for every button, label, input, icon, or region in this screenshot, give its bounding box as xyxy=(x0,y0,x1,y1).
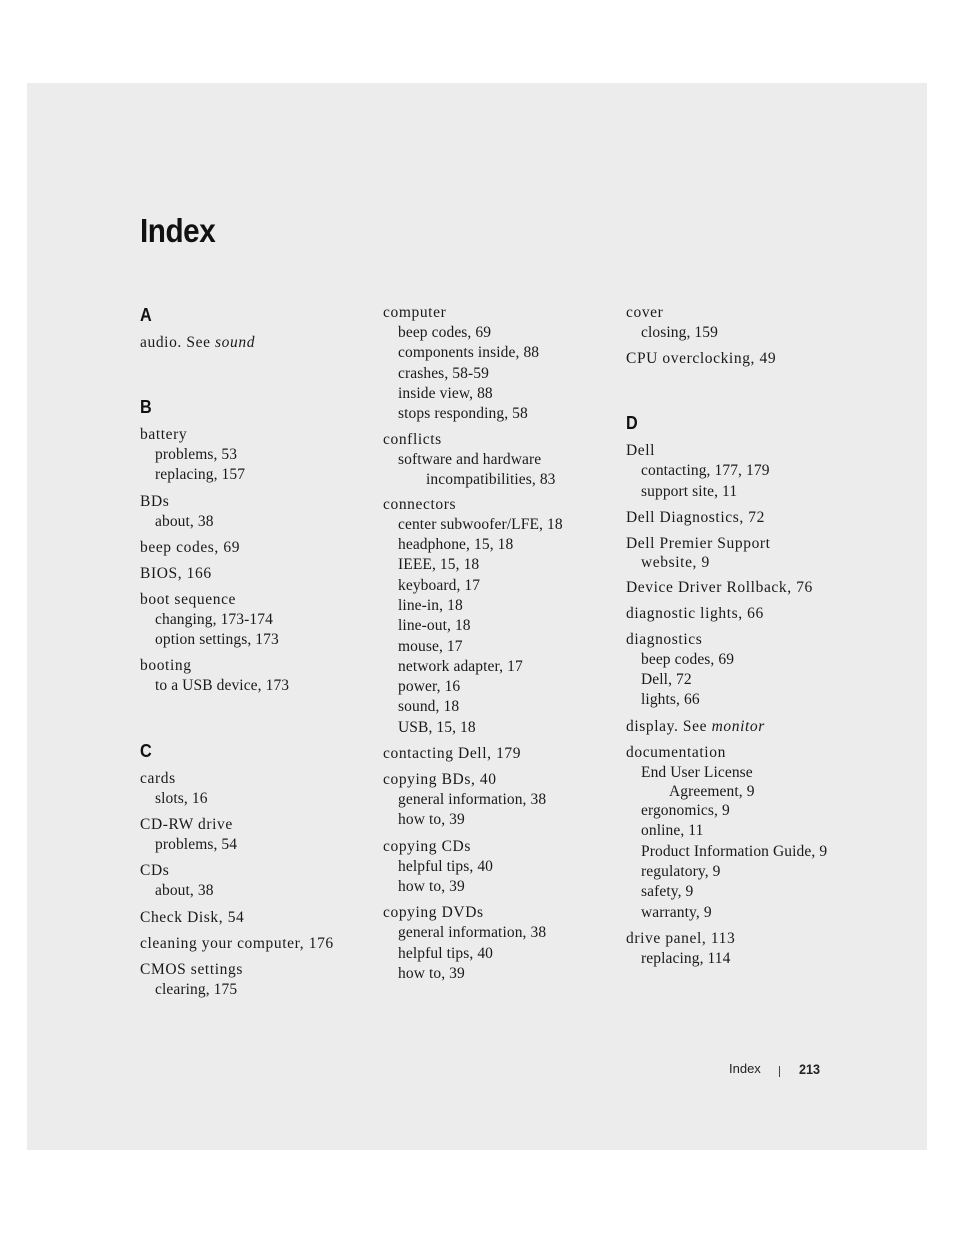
entry-sub: about, 38 xyxy=(155,512,214,530)
entry-main: battery xyxy=(140,426,188,443)
entry-sub: slots, 16 xyxy=(155,789,208,807)
entry-sub: keyboard, 17 xyxy=(398,576,481,594)
entry-sub-text: software and hardware xyxy=(398,451,542,469)
entry-sub: regulatory, 9 xyxy=(641,862,721,880)
index-entry-cds xyxy=(140,861,375,901)
entry-sub: line-out, 18 xyxy=(398,617,471,635)
entry-sub: option settings, 173 xyxy=(155,631,279,649)
index-column-1 xyxy=(140,303,375,1006)
footer-section-label: Index xyxy=(729,1061,761,1076)
entry-sub: replacing, 157 xyxy=(155,466,246,484)
index-entry-diagnostic-lights xyxy=(626,604,861,624)
entry-sub xyxy=(383,450,618,488)
entry-main: beep codes, 69 xyxy=(140,538,241,556)
letter-heading-b: B xyxy=(140,397,152,417)
entry-sub: online, 11 xyxy=(641,822,704,840)
entry-sub: beep codes, 69 xyxy=(398,324,492,341)
entry-sub: inside view, 88 xyxy=(398,384,493,402)
entry-sub: lights, 66 xyxy=(641,691,700,709)
entry-main: boot sequence xyxy=(140,590,237,608)
entry-main: cover xyxy=(626,304,664,321)
entry-sub: Product Information Guide, 9 xyxy=(641,842,828,860)
index-entry-dell xyxy=(626,441,861,502)
entry-sub: mouse, 17 xyxy=(398,637,463,655)
entry-sub: headphone, 15, 18 xyxy=(398,536,514,554)
entry-main-continuation: website, 9 xyxy=(641,553,710,571)
index-entry-cover xyxy=(626,303,861,343)
entry-main: contacting Dell, 179 xyxy=(383,745,522,763)
index-entry-dell-diagnostics xyxy=(626,508,861,528)
entry-main: documentation xyxy=(626,743,726,761)
entry-main: copying CDs xyxy=(383,837,471,855)
entry-sub: sound, 18 xyxy=(398,698,460,716)
index-entry-bios xyxy=(140,564,375,584)
index-entry-battery xyxy=(140,425,375,486)
entry-main: BDs xyxy=(140,492,170,510)
index-column-3 xyxy=(626,303,861,975)
index-entry-contacting-dell xyxy=(383,744,618,764)
footer-divider xyxy=(779,1066,780,1077)
entry-sub: ergonomics, 9 xyxy=(641,802,730,820)
entry-main: conflicts xyxy=(383,431,442,449)
index-entry-booting xyxy=(140,656,375,696)
entry-sub xyxy=(626,763,861,801)
entry-main: diagnostic lights, 66 xyxy=(626,604,764,622)
entry-sub: center subwoofer/LFE, 18 xyxy=(398,515,563,533)
entry-sub-continuation: Agreement, 9 xyxy=(669,783,755,801)
entry-sub: warranty, 9 xyxy=(641,903,712,921)
index-entry-drive-panel xyxy=(626,929,861,969)
entry-main xyxy=(626,534,861,572)
entry-sub-text: End User License xyxy=(641,763,753,781)
entry-sub: replacing, 114 xyxy=(641,949,731,967)
index-entry-cdrw-drive xyxy=(140,815,375,855)
entry-main: computer xyxy=(383,304,447,321)
index-entry-audio xyxy=(140,333,375,353)
entry-sub: beep codes, 69 xyxy=(641,650,735,668)
entry-sub: power, 16 xyxy=(398,678,461,696)
entry-sub: contacting, 177, 179 xyxy=(641,462,770,480)
entry-main: CDs xyxy=(140,862,170,880)
entry-sub: how to, 39 xyxy=(398,964,465,982)
entry-sub: general information, 38 xyxy=(398,791,547,809)
page-number: 213 xyxy=(799,1061,821,1077)
entry-sub: components inside, 88 xyxy=(398,344,540,362)
see-reference: sound xyxy=(215,334,256,351)
entry-sub: how to, 39 xyxy=(398,811,465,829)
entry-main: drive panel, 113 xyxy=(626,929,736,947)
letter-heading-a: A xyxy=(140,305,152,325)
index-entry-copying-bds xyxy=(383,770,618,831)
index-entry-cpu-overclocking xyxy=(626,349,861,369)
entry-sub: USB, 15, 18 xyxy=(398,718,476,736)
entry-sub-continuation: incompatibilities, 83 xyxy=(426,470,556,488)
index-entry-dell-premier-support xyxy=(626,534,861,572)
entry-main: Dell Diagnostics, 72 xyxy=(626,508,765,526)
entry-sub: support site, 11 xyxy=(641,482,738,500)
index-entry-computer xyxy=(383,303,618,424)
entry-main: CPU overclocking, 49 xyxy=(626,350,777,368)
page-footer xyxy=(729,1061,821,1077)
index-entry-documentation xyxy=(626,743,861,923)
entry-sub: to a USB device, 173 xyxy=(155,677,290,695)
entry-main: Device Driver Rollback, 76 xyxy=(626,578,813,596)
entry-sub: safety, 9 xyxy=(641,883,694,901)
index-entry-copying-dvds xyxy=(383,903,618,984)
index-entry-conflicts xyxy=(383,430,618,488)
entry-main: audio. See xyxy=(140,334,216,351)
index-entry-device-driver-rollback xyxy=(626,578,861,598)
entry-sub: clearing, 175 xyxy=(155,980,238,998)
index-entry-cards xyxy=(140,769,375,809)
entry-sub: general information, 38 xyxy=(398,924,547,942)
entry-sub: about, 38 xyxy=(155,882,214,900)
entry-main: CD-RW drive xyxy=(140,816,233,834)
page-title: Index xyxy=(140,212,216,249)
entry-sub: how to, 39 xyxy=(398,877,465,895)
index-entry-cmos xyxy=(140,960,375,1000)
index-entry-display xyxy=(626,717,861,737)
entry-main: cards xyxy=(140,769,176,787)
entry-sub: helpful tips, 40 xyxy=(398,857,494,875)
entry-sub: network adapter, 17 xyxy=(398,657,523,675)
letter-heading-d: D xyxy=(626,413,638,434)
entry-sub: problems, 54 xyxy=(155,836,238,854)
entry-sub: problems, 53 xyxy=(155,446,238,463)
entry-sub: helpful tips, 40 xyxy=(398,944,494,962)
entry-main: Check Disk, 54 xyxy=(140,908,245,926)
entry-main: display. See xyxy=(626,717,712,735)
entry-sub: Dell, 72 xyxy=(641,671,692,689)
letter-heading-c: C xyxy=(140,740,152,761)
index-entry-bds xyxy=(140,492,375,532)
index-entry-connectors xyxy=(383,495,618,738)
entry-main: CMOS settings xyxy=(140,960,243,978)
index-entry-check-disk xyxy=(140,908,375,928)
index-entry-boot-sequence xyxy=(140,590,375,651)
index-entry-copying-cds xyxy=(383,837,618,898)
entry-main: cleaning your computer, 176 xyxy=(140,934,334,952)
entry-main-text: Dell Premier Support xyxy=(626,534,771,552)
entry-sub: stops responding, 58 xyxy=(398,405,528,423)
entry-main: connectors xyxy=(383,495,457,513)
index-entry-diagnostics xyxy=(626,630,861,711)
entry-sub: line-in, 18 xyxy=(398,596,463,614)
index-entry-beep-codes xyxy=(140,538,375,558)
see-reference: monitor xyxy=(711,717,765,735)
index-column-2 xyxy=(383,303,618,990)
entry-main: Dell xyxy=(626,442,656,460)
entry-main: copying DVDs xyxy=(383,904,484,922)
entry-sub: IEEE, 15, 18 xyxy=(398,556,480,574)
entry-main: diagnostics xyxy=(626,630,703,648)
entry-sub: closing, 159 xyxy=(641,324,718,341)
entry-sub: changing, 173-174 xyxy=(155,610,273,628)
entry-main: copying BDs, 40 xyxy=(383,771,497,789)
index-entry-cleaning xyxy=(140,934,375,954)
entry-main: booting xyxy=(140,657,192,675)
entry-main: BIOS, 166 xyxy=(140,564,212,582)
entry-sub: crashes, 58-59 xyxy=(398,364,489,382)
